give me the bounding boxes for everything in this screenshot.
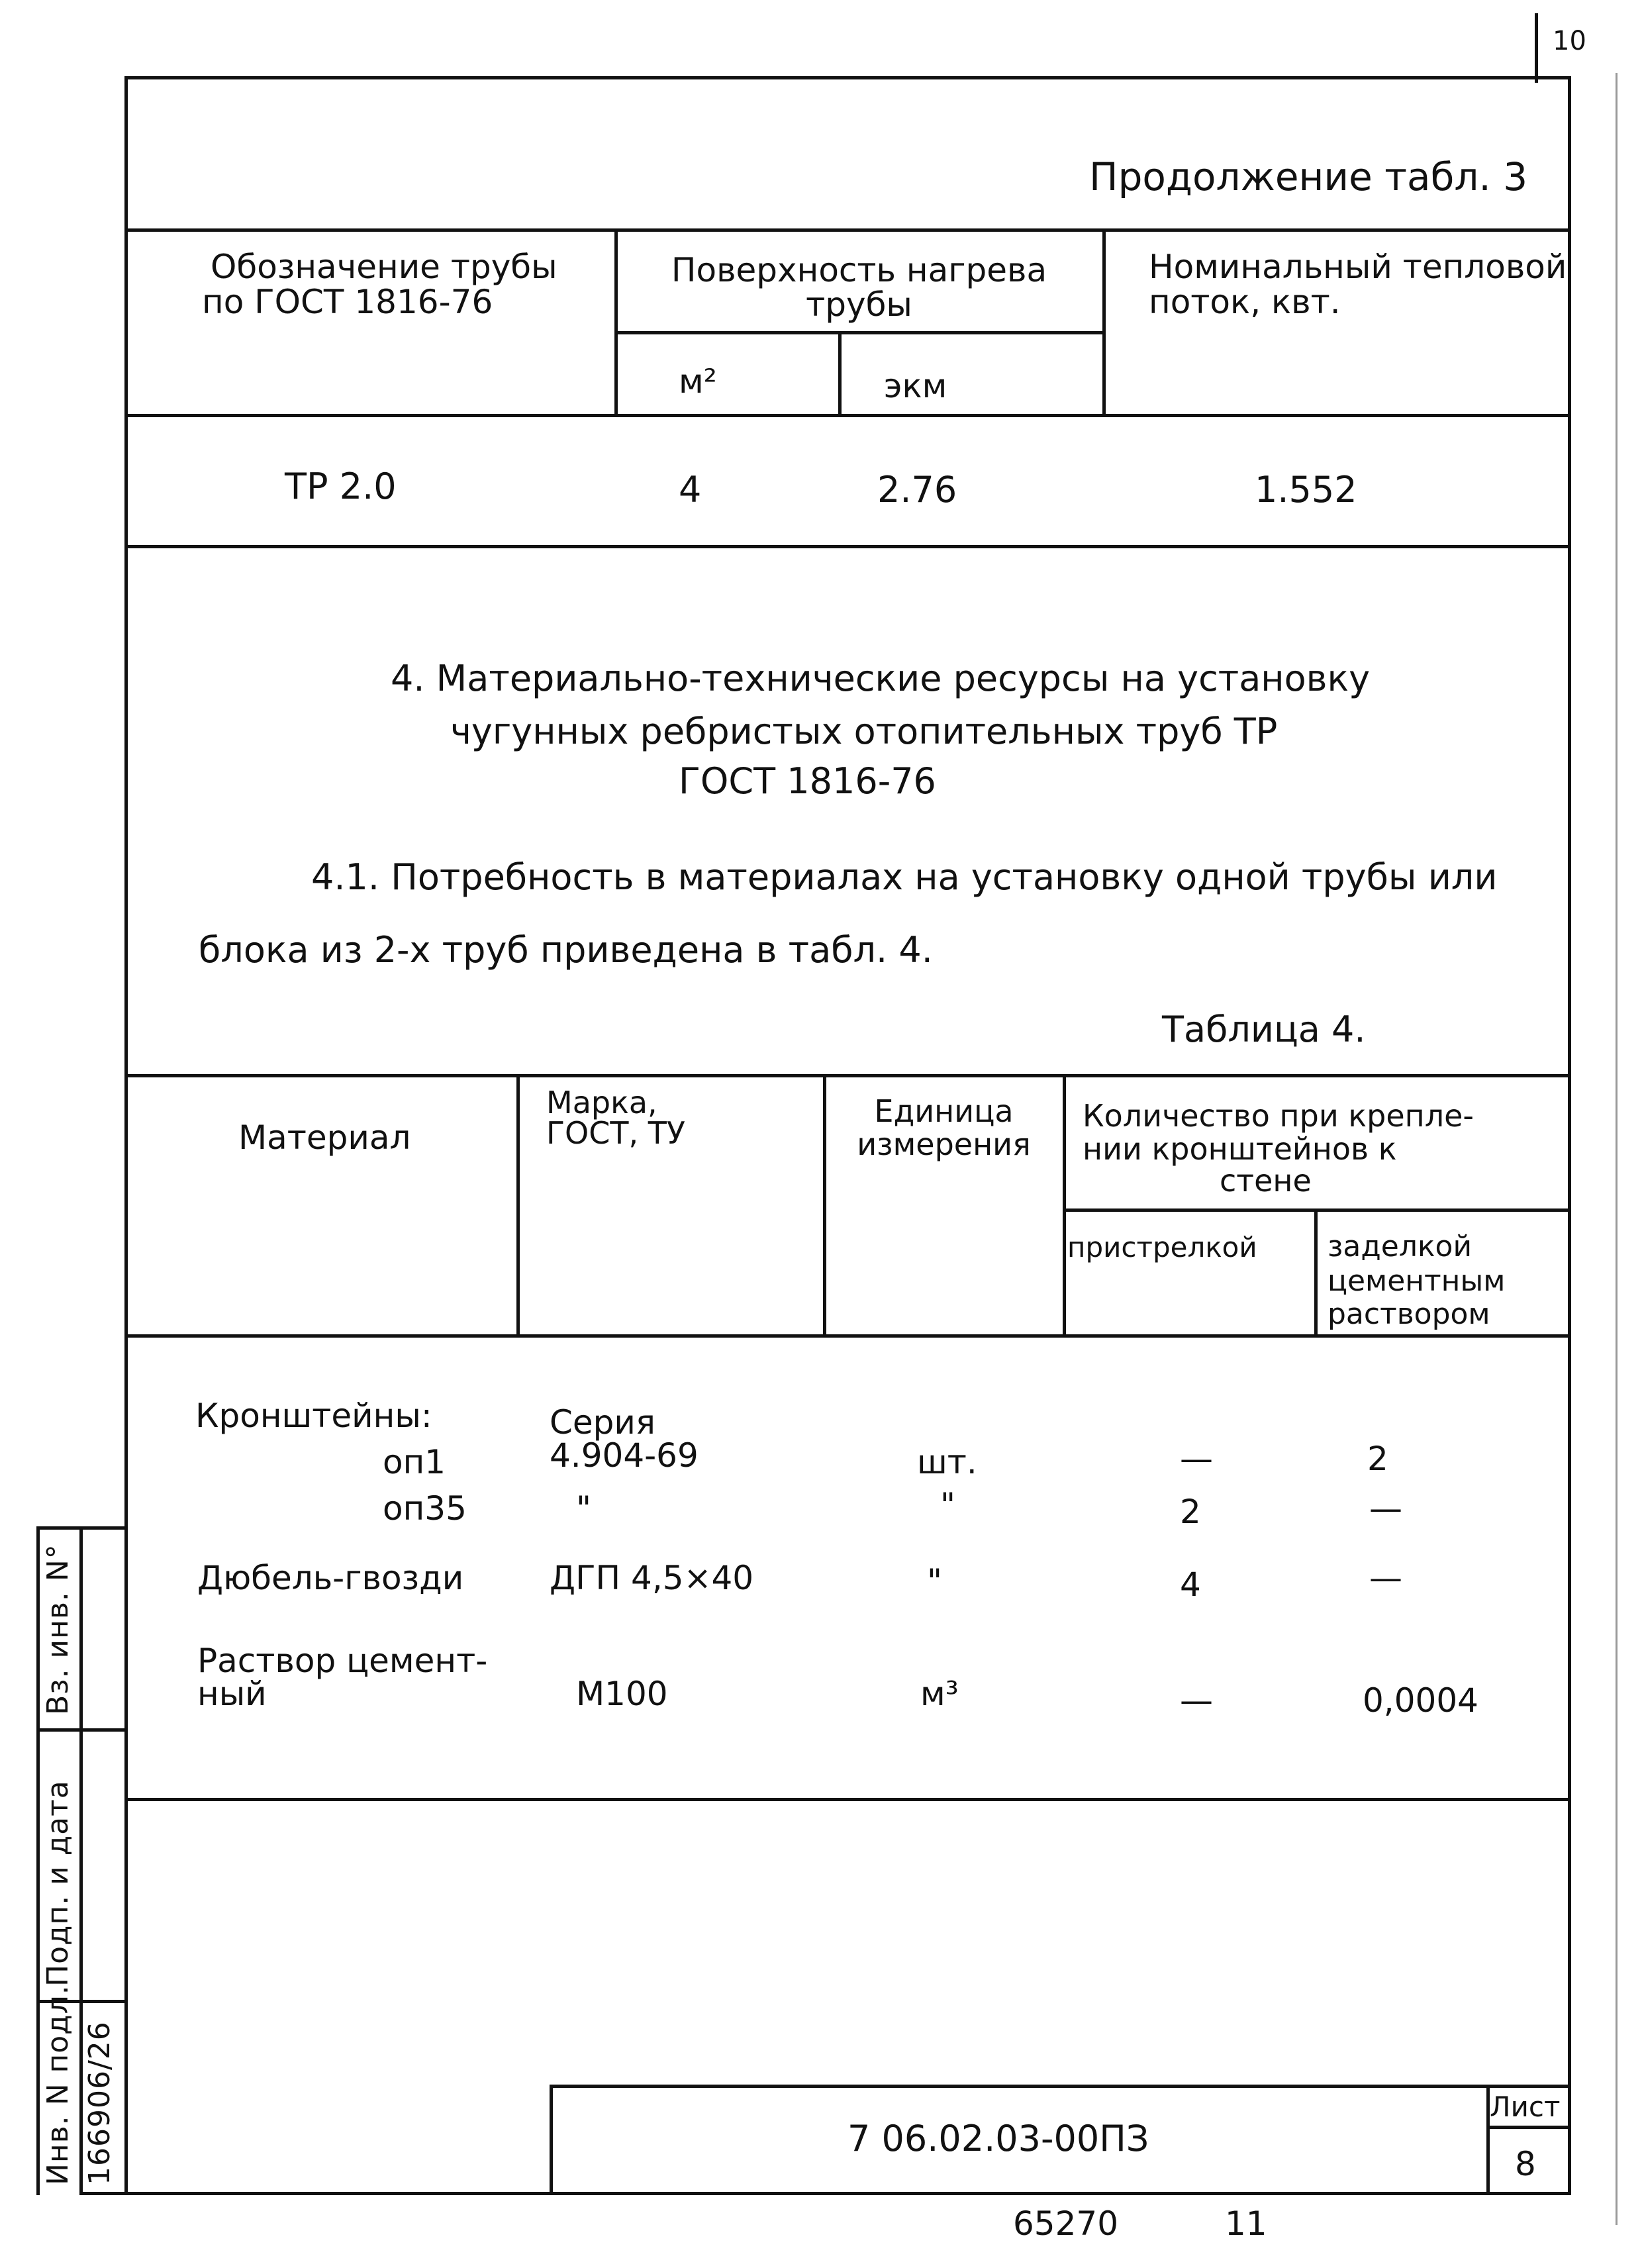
t4-top-line: [124, 1074, 1571, 1077]
t4-bottom-line: [124, 1798, 1571, 1801]
sidebar-inv-orig-label: Инв. N подл.: [41, 1985, 75, 2185]
section-title-line-3: ГОСТ 1816-76: [679, 760, 936, 802]
t3-cell-m2: 4: [679, 469, 702, 511]
t4-row-mortar-brand: М100: [576, 1675, 668, 1713]
table4-label: Таблица 4.: [1162, 1009, 1366, 1050]
t4-row-op35-unit: ": [940, 1486, 955, 1524]
t4-col-divider-1: [516, 1074, 520, 1336]
t4-header-qty-3: стене: [1220, 1163, 1312, 1199]
t3-cell-flow: 1.552: [1255, 469, 1357, 511]
t3-header-unit-ekm: экм: [884, 367, 947, 405]
paragraph-line-2: блока из 2-х труб приведена в табл. 4.: [199, 929, 933, 971]
stamp-sheet-number: 8: [1515, 2145, 1536, 2183]
t4-row-op35-brand: ": [576, 1489, 591, 1528]
t4-row-dowel-brand: ДГП 4,5×40: [550, 1559, 754, 1597]
t4-row-op1-cement: 2: [1367, 1440, 1388, 1478]
t3-header-unit-m2: м²: [679, 362, 717, 401]
sidebar-left: [36, 1526, 40, 2195]
right-edge-line: [1616, 73, 1618, 2225]
sidebar-sign-date-label: Подп. и дата: [41, 1780, 75, 1987]
t3-col-divider-2: [838, 331, 842, 416]
t3-cell-designation: ТР 2.0: [285, 466, 397, 507]
t3-header-surface-2: трубы: [806, 285, 912, 324]
t4-row-dowel-shot: 4: [1180, 1565, 1201, 1604]
t4-row-dowel-cement: —: [1369, 1559, 1402, 1597]
top-right-tick: [1535, 13, 1538, 83]
frame-right: [1568, 76, 1571, 2195]
continuation-title: Продолжение табл. 3: [1089, 154, 1528, 199]
t4-header-unit-2: измерения: [857, 1126, 1031, 1162]
t4-row-mortar-cement: 0,0004: [1363, 1681, 1478, 1720]
t4-header-bottom: [124, 1334, 1571, 1338]
stamp-top: [550, 2085, 1571, 2088]
t3-sub-line: [616, 331, 1106, 334]
t4-header-cement-2: цементным: [1328, 1264, 1506, 1298]
frame-top: [124, 76, 1571, 79]
frame-left: [124, 76, 128, 2195]
t4-col-divider-4: [1314, 1208, 1318, 1336]
t3-header-designation-2: по ГОСТ 1816-76: [202, 283, 493, 321]
t4-row-brackets-material: Кронштейны:: [195, 1397, 432, 1435]
stamp-sheet-label: Лист: [1490, 2091, 1561, 2123]
t4-header-qty-1: Количество при крепле-: [1083, 1098, 1474, 1134]
t4-row-op35-shot: 2: [1180, 1493, 1201, 1531]
t4-row-brackets-brand: Серия: [550, 1403, 655, 1442]
t4-row-op1-shot: —: [1180, 1440, 1213, 1478]
t4-row-op35-material: оп35: [383, 1489, 467, 1528]
t3-col-divider-3: [1102, 228, 1106, 416]
frame-bottom: [79, 2192, 1571, 2195]
stamp-left: [550, 2085, 553, 2194]
t3-header-designation-1: Обозначение трубы: [211, 248, 557, 286]
t3-header-surface-1: Поверхность нагрева: [671, 251, 1047, 289]
stamp-sheet-sub: [1486, 2126, 1571, 2129]
t4-row-op1-brand: 4.904-69: [550, 1436, 699, 1475]
stamp-doc-number: 7 06.02.03-00ПЗ: [847, 2118, 1149, 2159]
t4-row-mortar-material-2: ный: [197, 1675, 267, 1713]
t4-row-mortar-material-1: Раствор цемент-: [197, 1642, 488, 1680]
t4-header-qty-2: нии кронштейнов к: [1083, 1131, 1397, 1167]
t3-header-flow-2: поток, квт.: [1149, 283, 1341, 321]
sidebar-inv-orig-value: 166906/26: [83, 2021, 117, 2185]
corner-mark: 10: [1553, 26, 1586, 56]
t4-col-divider-3: [1063, 1074, 1066, 1336]
t4-row-op35-cement: —: [1369, 1489, 1402, 1528]
t4-row-op1-material: оп1: [383, 1443, 446, 1481]
t4-header-material: Материал: [238, 1118, 411, 1157]
footer-page: 11: [1225, 2204, 1267, 2243]
t3-bottom-line: [124, 545, 1571, 548]
t4-row-op1-unit: шт.: [917, 1443, 977, 1481]
t3-header-bottom: [124, 414, 1571, 417]
paragraph-line-1: 4.1. Потребность в материалах на установку одной трубы или: [311, 856, 1498, 898]
t4-row-dowel-unit: ": [927, 1562, 942, 1601]
section-title-line-2: чугунных ребристых отопительных труб ТР: [450, 711, 1278, 752]
t3-header-flow-1: Номинальный тепловой: [1149, 248, 1567, 286]
t4-header-brand-1: Марка,: [546, 1085, 657, 1120]
t4-row-mortar-shot: —: [1180, 1681, 1213, 1720]
t4-row-dowel-material: Дюбель-гвозди: [197, 1559, 464, 1597]
t4-header-cement-3: раствором: [1328, 1297, 1490, 1331]
t4-header-unit-1: Единица: [874, 1093, 1014, 1129]
t4-header-shot: пристрелкой: [1067, 1231, 1257, 1263]
t4-header-brand-2: ГОСТ, ТУ: [546, 1115, 685, 1151]
footer-code: 65270: [1013, 2204, 1119, 2243]
t4-header-cement-1: заделкой: [1328, 1230, 1473, 1263]
t4-row-mortar-unit: м³: [920, 1675, 959, 1713]
section-title-line-1: 4. Материально-технические ресурсы на установку: [391, 658, 1371, 699]
t3-cell-ekm: 2.76: [877, 469, 957, 511]
t3-top-line: [124, 228, 1571, 232]
sidebar-inv-swap-label: Вз. инв. N°: [41, 1544, 75, 1715]
sidebar-div-1: [36, 1728, 126, 1732]
